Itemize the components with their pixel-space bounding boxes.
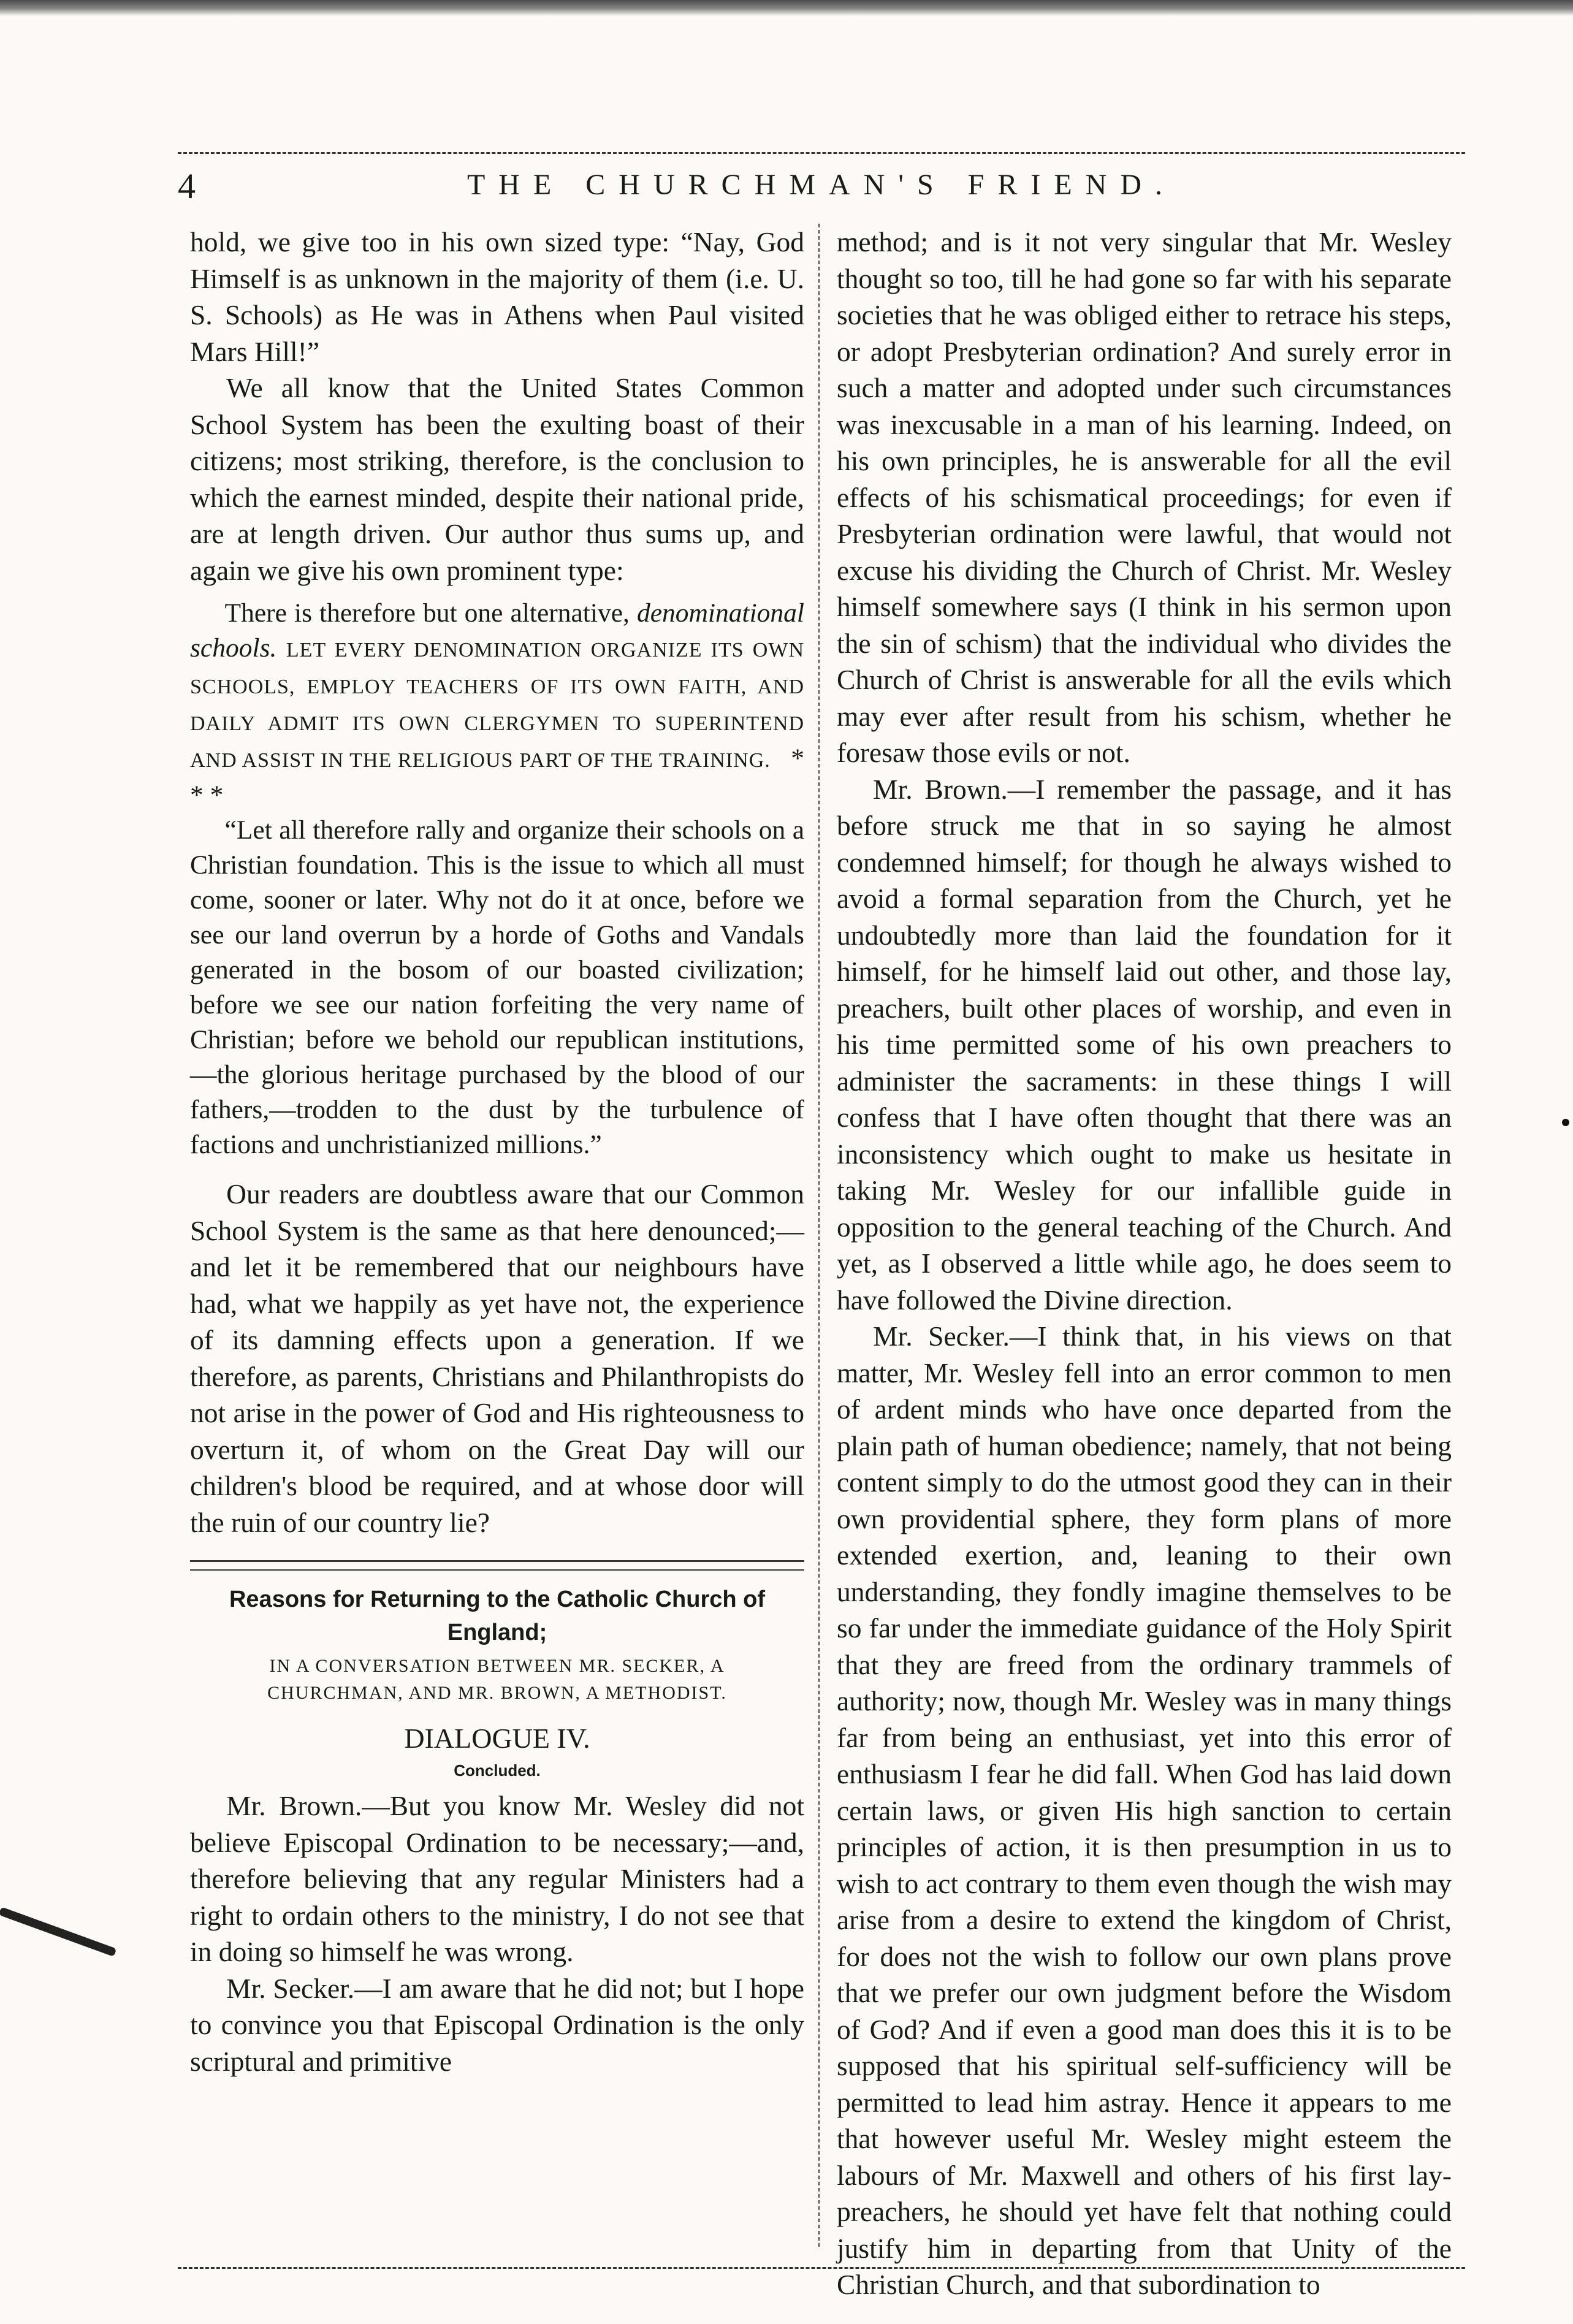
section-title: Reasons for Returning to the Catholic Church of England; [229, 1587, 766, 1645]
left-column [190, 224, 804, 2259]
quoted-passage [190, 596, 804, 1162]
spacer [190, 1162, 804, 1176]
right-paragraph-1: method; and is it not very singular that Mr. Wesley thought so too, till he had gone so far with his separate societies that he was obliged either to retrace his steps, or adopt Presbyterian ordination? And surely error in such a matter and adopted under such circumstances was inexcusable in a man of his learning. Indeed, on his own principles, he is answerable for all the evil effects of his schismatical proceedings; for even if Presbyterian ordination were lawful, that would not excuse his dividing the Church of Christ. Mr. Wesley himself somewhere says (I think in his sermon upon the sin of schism) that the individual who divides the Church of Christ is answerable for all the evils which may ever after result from his schism, whether he foresaw those evils or not. [837, 226, 1452, 768]
column-divider [818, 224, 820, 2247]
left-paragraph-2: We all know that the United States Common School System has been the exulting boast of their citizens; most striking, therefore, is the conclusion to which the earnest minded, despite their national pride, are at length driven. Our author thus sums up, and again we give his own prominent type: [190, 372, 804, 586]
footer-rule [178, 2267, 1465, 2269]
concluded-label: Concluded. [454, 1761, 541, 1780]
quote-paragraph-2: “Let all therefore rally and organize their schools on a Christian foundation. This is the issue to which all must come, sooner or later. Why not do it at once, before we see our land overrun by a horde of Goths and Vandals generated in the bosom of our boasted civilization; before we see our nation forfeiting the very name of Christian; before we behold our republican institutions,—the glorious heritage purchased by the blood of our fathers,—trodden to the dust by the turbulence of factions and unchristianized millions.” [190, 815, 804, 1159]
dialogue-title: DIALOGUE IV. [404, 1723, 590, 1754]
section-subtitle: IN A CONVERSATION BETWEEN MR. SECKER, A CHURCHMAN, AND MR. BROWN, A METHODIST. [267, 1656, 727, 1703]
left-paragraph-3: Our readers are doubtless aware that our Common School System is the same as that here denounced;—and let it be remembered that our neighbours have had, what we happily as yet have not, the experience of its damning effects upon a generation. If we therefore, as parents, Christians and Philanthropists do not arise in the power of God and His righteousness to overturn it, of whom on the Great Day will our children's blood be required, and at whose door will the ruin of our country lie? [190, 1178, 804, 1538]
header-rule [178, 152, 1465, 154]
left-paragraph-5: Mr. Secker.—I am aware that he did not; but I hope to convince you that Episcopal Ordination is the only scriptural and primitive [190, 1972, 804, 2077]
stray-ink-mark [0, 1907, 116, 1957]
running-title: THE CHURCHMAN'S FRIEND. [467, 169, 1176, 201]
quote-text: There is therefore but one alternative, [224, 598, 630, 628]
quote-capitals: LET EVERY DENOMINATION ORGANIZE ITS OWN SCHOOLS, EMPLOY TEACHERS OF ITS OWN FAITH, AND DAILY ADMIT ITS OWN CLERGYMEN TO SUPERINTEND AND ASSIST IN THE RELIGIOUS PART OF THE TRAINING. [190, 639, 804, 772]
left-paragraph-1: hold, we give too in his own sized type: “Nay, God Himself is as unknown in the majority of them (i.e. U. S. Schools) as He was in Athens when Paul visited Mars Hill!” [190, 226, 804, 367]
page-top-smudge [0, 0, 1573, 16]
quote-emphasis: denominational schools. [190, 598, 805, 663]
right-column [837, 224, 1452, 2300]
quote-paragraph-1 [190, 596, 804, 813]
section-divider [190, 1560, 804, 1571]
running-head [172, 166, 1471, 215]
stray-ink-dot [1562, 1119, 1569, 1126]
left-paragraph-4: Mr. Brown.—But you know Mr. Wesley did not believe Episcopal Ordination to be necessary;—and, therefore believing that any regular Ministers had a right to ordain others to the ministry, I do not see that in doing so himself he was wrong. [190, 1790, 804, 1967]
right-paragraph-3: Mr. Secker.—I think that, in his views on that matter, Mr. Wesley fell into an error common to men of ardent minds who have once departed from the plain path of human obedience; namely, that not being content simply to do the utmost good they can in their own providential sphere, they form plans of more extended exertion, and, leaning to their own understanding, they fondly imagine themselves to be so far under the immediate guidance of the Holy Spirit that they are freed from the ordinary trammels of authority; now, though Mr. Wesley was in many things far from being an enthusiast, yet into this error of enthusiasm I fear he did fall. When God has laid down certain laws, or given His high sanction to certain principles of action, it is then presumption in us to wish to act contrary to them even though the wish may arise from a desire to extend the kingdom of Christ, for does not the wish to follow our own plans prove that we prefer our own judgment before the Wisdom of God? And if even a good man does this it is to be supposed that his spiritual self-sufficiency will be permitted to lead him astray. Hence it appears to me that however useful Mr. Wesley might esteem the labours of Mr. Maxwell and others of his first lay-preachers, he should yet have felt that nothing could justify him in departing from that Unity of the Christian Church, and that subordination to [837, 1320, 1452, 2300]
quote-stars: * * * [190, 744, 804, 810]
right-paragraph-2: Mr. Brown.—I remember the passage, and it has before struck me that in so saying he almost condemned himself; for though he always wished to avoid a formal separation from the Church, yet he undoubtedly more than laid the foundation for it himself, for he himself laid out other, and those lay, preachers, built other places of worship, and even in his time permitted some of his own preachers to administer the sacraments: in these things I will confess that I have often thought that there was an inconsistency which ought to make us hesitate in taking Mr. Wesley for our infallible guide in opposition to the general teaching of the Church. And yet, as I observed a little while ago, he does seem to have followed the Divine direction. [837, 773, 1452, 1316]
page-number: 4 [178, 166, 196, 206]
